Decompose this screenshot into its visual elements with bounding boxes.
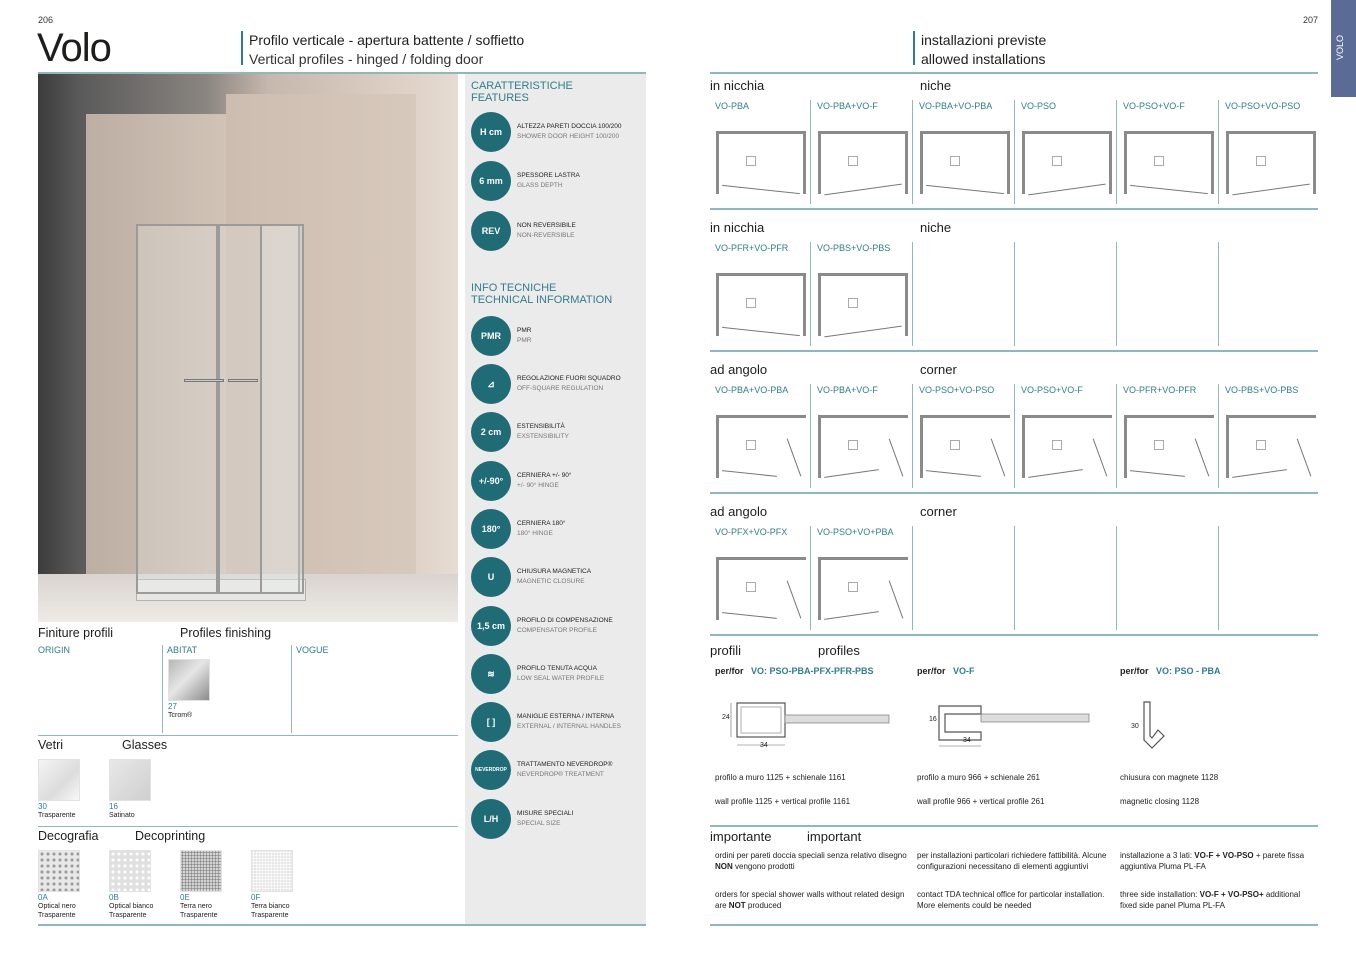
tech-label-en: PMR (517, 337, 532, 344)
important-title-it: importante (710, 829, 772, 844)
tech-label-en: SPECIAL SIZE (517, 820, 561, 827)
deco-name: Optical bianco (109, 903, 154, 910)
subtitle-it: Profilo verticale - apertura battente / soffietto (249, 32, 525, 48)
installation-plan-drawing (920, 415, 1010, 478)
deco-name: Terra nero (180, 903, 212, 910)
tech-pmr (471, 316, 637, 356)
photo-glass-left (136, 224, 218, 594)
grid-column-separator (912, 384, 913, 488)
deco-swatch-optical-nero (38, 850, 80, 892)
installation-plan-drawing (818, 273, 908, 336)
imp-en-bold: NOT (728, 901, 746, 910)
installation-code: VO-PBA (715, 101, 750, 111)
profile-dim-w-0: 34 (760, 742, 768, 749)
section-tab (1331, 0, 1356, 97)
installation-plan-drawing (716, 557, 806, 620)
tech-label-it: CERNIERA +/- 90° (517, 472, 572, 479)
grid-column-separator (810, 100, 811, 204)
grid-column-separator (912, 526, 913, 630)
grid-column-separator (1014, 526, 1015, 630)
features-heading (471, 80, 573, 104)
finish-sep-1 (162, 645, 163, 733)
profile-dim-h-2: 30 (1131, 723, 1139, 730)
installation-plan-drawing (1124, 131, 1214, 194)
profile-head-1 (917, 666, 975, 676)
tech-label-en: NEVERDROP® TREATMENT (517, 771, 604, 778)
product-photo (38, 74, 458, 622)
profile-dim-w-1: 34 (963, 737, 971, 744)
tech-label-it: PMR (517, 327, 532, 334)
deco-swatch-terra-bianco (251, 850, 293, 892)
features-heading-it: CARATTERISTICHE (471, 80, 573, 92)
profiles-title-it: profili (710, 643, 742, 658)
hinge-90-icon: +/-90° (471, 461, 511, 501)
features-heading-en: FEATURES (471, 92, 529, 104)
tech-hinge-90 (471, 461, 637, 501)
profile-head-2 (1120, 666, 1221, 676)
grid-column-separator (1116, 242, 1117, 346)
row-title-it: ad angolo (710, 504, 768, 519)
row-rule (710, 492, 1318, 494)
installation-plan-drawing (818, 557, 908, 620)
installation-code: VO-PBA+VO-F (817, 101, 878, 111)
feature-non-reversible (471, 211, 637, 251)
features-panel (465, 74, 646, 924)
tech-neverdrop (471, 750, 637, 790)
row-title-en: niche (920, 220, 952, 235)
per-for-label: per/for (1120, 666, 1149, 676)
installation-code: VO-PSO+VO-F (1021, 385, 1083, 395)
page-number-right: 207 (1303, 15, 1319, 25)
tech-label-it: CHIUSURA MAGNETICA (517, 568, 592, 575)
feature-label-en: GLASS DEPTH (517, 182, 563, 189)
feature-label-it: ALTEZZA PARETI DOCCIA 100/200 (517, 123, 622, 130)
finishing-title-en: Profiles finishing (180, 626, 272, 640)
profile-drawing-1 (917, 700, 1097, 750)
tech-magnetic (471, 557, 637, 597)
per-for-label: per/for (715, 666, 744, 676)
installation-plan-drawing (1124, 415, 1214, 478)
grid-column-separator (1014, 384, 1015, 488)
section-tab-label: VOLO (1335, 34, 1345, 60)
tech-label-en: COMPENSATOR PROFILE (517, 627, 597, 634)
important-col-1 (917, 850, 1112, 911)
tech-label-it: ESTENSIBILITÀ (517, 423, 565, 430)
profile-en-1: wall profile 966 + vertical profile 261 (917, 797, 1045, 806)
tech-label-it: CERNIERA 180° (517, 520, 566, 527)
finish-sep-2 (291, 645, 292, 733)
profile-dim-h-0: 24 (722, 714, 730, 721)
tech-off-square (471, 364, 637, 404)
installation-code: VO-PBS+VO-PBS (817, 243, 891, 253)
installations-title-it: installazioni previste (921, 32, 1047, 48)
row-rule (710, 208, 1318, 210)
glass-swatch-satinato (109, 759, 151, 801)
glasses-title-it: Vetri (38, 738, 64, 752)
technical-heading-it: INFO TECNICHE (471, 282, 557, 294)
tech-label-en: EXSTENSIBILITY (517, 433, 570, 440)
profile-it-0: profilo a muro 1125 + schienale 1161 (715, 773, 846, 782)
tech-hinge-180 (471, 509, 637, 549)
finishing-rule (38, 735, 458, 736)
glass-name: Satinato (109, 812, 135, 819)
tech-label-en: +/- 90° HINGE (517, 482, 559, 489)
feature-label-it: SPESSORE LASTRA (517, 172, 580, 179)
profile-it-1: profilo a muro 966 + schienale 261 (917, 773, 1040, 782)
deco-caption-3 (251, 893, 290, 920)
feature-glass-depth (471, 161, 637, 201)
tech-label-it: MISURE SPECIALI (517, 810, 574, 817)
finish-abitat: ABITAT (167, 645, 198, 655)
imp-it: installazione a 3 lati: (1120, 851, 1193, 860)
tech-label-it: PROFILO TENUTA ACQUA (517, 665, 597, 672)
magnetic-icon: U (471, 557, 511, 597)
subtitle-en: Vertical profiles - hinged / folding door (249, 51, 484, 67)
important-col-2 (1120, 850, 1315, 911)
installation-code: VO-PSO+VO-PSO (919, 385, 995, 395)
imp-en: three side installation: (1120, 890, 1198, 899)
glass-depth-icon: 6 mm (471, 161, 511, 201)
deco-swatch-optical-bianco (109, 850, 151, 892)
row-title-it: in nicchia (710, 220, 765, 235)
row-rule (710, 350, 1318, 352)
tech-label-en: OFF-SQUARE REGULATION (517, 385, 604, 392)
handles-icon: [ ] (471, 702, 511, 742)
finish-code: 27 (168, 702, 177, 711)
hinge-180-icon: 180° (471, 509, 511, 549)
finish-origin: ORIGIN (38, 645, 71, 655)
installation-code: VO-PSO+VO+PBA (817, 527, 894, 537)
installation-code: VO-PSO+VO-PSO (1225, 101, 1301, 111)
imp-it-bold: NON (715, 862, 733, 871)
footer-rule-right (710, 924, 1318, 926)
tech-label-en: 180° HINGE (517, 530, 553, 537)
glass-swatch-trasparente (38, 759, 80, 801)
installation-code: VO-PFX+VO-PFX (715, 527, 788, 537)
profile-codes: VO-F (953, 666, 975, 676)
tech-label-en: EXTERNAL / INTERNAL HANDLES (517, 723, 621, 730)
grid-column-separator (912, 242, 913, 346)
grid-column-separator (810, 526, 811, 630)
deco-code: 0B (109, 893, 119, 902)
water-seal-icon: ≋ (471, 654, 511, 694)
installation-plan-drawing (716, 131, 806, 194)
grid-column-separator (1014, 242, 1015, 346)
footer-rule-left (38, 924, 646, 926)
page-number-left: 206 (38, 15, 54, 25)
imp-en-bold: VO-F + VO-PSO+ (1199, 890, 1264, 899)
glass-caption-1 (109, 802, 135, 820)
tech-compensator (471, 606, 637, 646)
brand-title: Volo (37, 26, 111, 70)
glass-caption-0 (38, 802, 75, 820)
profile-dim-h-1: 16 (929, 716, 937, 723)
technical-heading-en: TECHNICAL INFORMATION (471, 294, 613, 306)
installation-plan-drawing (716, 273, 806, 336)
installation-code: VO-PBA+VO-PBA (919, 101, 993, 111)
feature-label-en: SHOWER DOOR HEIGHT 100/200 (517, 133, 620, 140)
profiles-title-en: profiles (818, 643, 860, 658)
glasses-rule (38, 826, 458, 827)
row-rule (710, 634, 1318, 636)
compensator-icon: 1,5 cm (471, 606, 511, 646)
finish-swatch-caption (168, 702, 192, 720)
row-title-en: corner (920, 504, 957, 519)
technical-heading (471, 282, 612, 306)
special-size-icon: L/H (471, 799, 511, 839)
deco-code: 0F (251, 893, 261, 902)
installation-code: VO-PFR+VO-PFR (1123, 385, 1197, 395)
deco-name-2: Trasparente (180, 912, 218, 919)
installation-code: VO-PSO+VO-F (1123, 101, 1185, 111)
grid-column-separator (810, 242, 811, 346)
deco-caption-1 (109, 893, 153, 920)
profile-it-2: chiusura con magnete 1128 (1120, 773, 1219, 782)
finish-name: Tcrom® (168, 712, 193, 719)
installation-code: VO-PSO (1021, 101, 1057, 111)
finishing-title-it: Finiture profili (38, 626, 114, 640)
profile-en-2: magnetic closing 1128 (1120, 797, 1200, 806)
installation-code: VO-PFR+VO-PFR (715, 243, 789, 253)
imp-it: ordini per pareti doccia speciali senza relativo disegno (715, 851, 907, 860)
imp-it-2: + parete fissa aggiuntiva Pluma PL-FA (1120, 851, 1305, 871)
row-title-it: ad angolo (710, 362, 768, 377)
grid-column-separator (1218, 100, 1219, 204)
deco-code: 0E (180, 893, 190, 902)
deco-caption-2 (180, 893, 217, 920)
installation-plan-drawing (818, 131, 908, 194)
installations-title (913, 31, 1046, 65)
imp-en: orders for special shower walls without related design are (715, 890, 905, 910)
grid-column-separator (1116, 384, 1117, 488)
installation-code: VO-PBS+VO-PBS (1225, 385, 1299, 395)
profiles-rule (710, 825, 1318, 827)
deco-name: Terra bianco (251, 903, 290, 910)
important-col-0 (715, 850, 910, 911)
imp-en: contact TDA technical office for particolar installation. More elements could be needed (917, 890, 1105, 910)
feature-label-en: NON-REVERSIBLE (517, 232, 575, 239)
profile-en-0: wall profile 1125 + vertical profile 1161 (715, 797, 851, 806)
deco-name-2: Trasparente (251, 912, 289, 919)
deco-title-en: Decoprinting (135, 829, 206, 843)
deco-title-it: Decografia (38, 829, 99, 843)
tech-extensibility (471, 412, 637, 452)
imp-it-bold: VO-F + VO-PSO (1194, 851, 1254, 860)
row-title-en: niche (920, 78, 952, 93)
installation-plan-drawing (818, 415, 908, 478)
tech-label-it: TRATTAMENTO NEVERDROP® (517, 761, 613, 768)
glass-name: Trasparente (38, 812, 76, 819)
feature-height (471, 112, 637, 152)
profile-head-0 (715, 666, 874, 676)
imp-it: per installazioni particolari richiedere fattibilità. Alcune configurazioni necessitano di elementi aggiuntivi (917, 851, 1107, 871)
photo-glass-right (260, 224, 304, 594)
deco-name-2: Trasparente (109, 912, 147, 919)
grid-column-separator (1218, 242, 1219, 346)
imp-en-2: produced (747, 901, 782, 910)
tech-special-size (471, 799, 637, 839)
tech-handles (471, 702, 637, 742)
tech-label-en: LOW SEAL WATER PROFILE (517, 675, 605, 682)
deco-caption-0 (38, 893, 76, 920)
feature-label-it: NON REVERSIBILE (517, 222, 576, 229)
glass-code: 30 (38, 802, 47, 811)
grid-column-separator (1116, 100, 1117, 204)
deco-name: Optical nero (38, 903, 76, 910)
off-square-icon: ⊿ (471, 364, 511, 404)
installation-plan-drawing (716, 415, 806, 478)
tech-label-it: MANIGLIE ESTERNA / INTERNA (517, 713, 615, 720)
deco-swatch-terra-nero (180, 850, 222, 892)
profile-codes: VO: PSO-PBA-PFX-PFR-PBS (751, 666, 874, 676)
non-reversible-icon: REV (471, 211, 511, 251)
grid-column-separator (1218, 384, 1219, 488)
per-for-label: per/for (917, 666, 946, 676)
installation-code: VO-PBA+VO-PBA (715, 385, 789, 395)
installation-plan-drawing (920, 131, 1010, 194)
profile-drawing-0 (715, 695, 895, 755)
row-title-it: in nicchia (710, 78, 765, 93)
grid-column-separator (1116, 526, 1117, 630)
installation-plan-drawing (1022, 415, 1112, 478)
tech-label-it: PROFILO DI COMPENSAZIONE (517, 617, 613, 624)
extensibility-icon: 2 cm (471, 412, 511, 452)
installation-plan-drawing (1226, 415, 1316, 478)
tech-label-it: REGOLAZIONE FUORI SQUADRO (517, 375, 621, 382)
imp-it-2: vengono prodotti (735, 862, 795, 871)
tech-water-seal (471, 654, 637, 694)
glass-code: 16 (109, 802, 118, 811)
pmr-icon: PMR (471, 316, 511, 356)
grid-column-separator (912, 100, 913, 204)
installation-code: VO-PBA+VO-F (817, 385, 878, 395)
product-subtitle (241, 31, 524, 65)
neverdrop-icon: NEVERDROP (471, 750, 511, 790)
row-title-en: corner (920, 362, 957, 377)
photo-handle-left (184, 379, 224, 382)
imp-en-2: additional fixed side panel Pluma PL-FA (1120, 890, 1301, 910)
deco-name-2: Trasparente (38, 912, 76, 919)
finish-swatch-tcrom (168, 659, 210, 701)
glasses-title-en: Glasses (122, 738, 168, 752)
grid-column-separator (1014, 100, 1015, 204)
important-title-en: important (807, 829, 862, 844)
installation-plan-drawing (1022, 131, 1112, 194)
installation-plan-drawing (1226, 131, 1316, 194)
profile-codes: VO: PSO - PBA (1156, 666, 1221, 676)
photo-handle-right (228, 379, 258, 382)
deco-code: 0A (38, 893, 48, 902)
header-rule-right (710, 72, 1318, 74)
installations-title-en: allowed installations (921, 51, 1046, 67)
grid-column-separator (810, 384, 811, 488)
grid-column-separator (1218, 526, 1219, 630)
height-icon: H cm (471, 112, 511, 152)
tech-label-en: MAGNETIC CLOSURE (517, 578, 585, 585)
finish-vogue: VOGUE (296, 645, 329, 655)
